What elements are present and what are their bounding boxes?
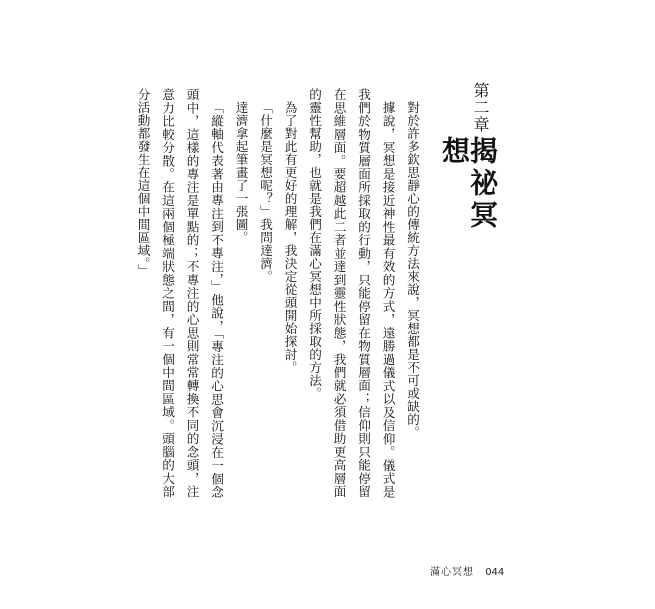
paragraph-6: 「縱軸代表著由專注到不專注，」他說，「專注的心思會沉浸在一個念頭中，這樣的專注是單點的；不專注的心思則常常轉換不同的念頭，注意力比較分散。在這兩個極端狀態之間，有一個中間區域。頭腦的大部分活動都發生在這個中間區域。」 [135, 88, 224, 498]
chapter-number: 第二章 [471, 82, 490, 133]
paragraph-3: 為了對此有更好的理解，我決定從頭開始探討。 [282, 100, 298, 374]
footer-page-number: 044 [485, 567, 505, 578]
chapter-heading [440, 82, 498, 232]
paragraph-2: 據說，冥想是接近神性最有效的方式，遠勝過儀式以及信仰。儀式是我們於物質層面所採取的行動，只能停留在物質層面；信仰則只能停留在思維層面。要超越此二者並達到靈性狀態，我們就必須借助更高層面的靈性幫助，也就是我們在滿心冥想中所採取的方法。 [307, 88, 396, 498]
paragraph-1: 對於許多欽思靜心的傳統方法來說，冥想都是不可或缺的。 [405, 100, 420, 439]
body-text [135, 88, 424, 498]
page-footer [430, 563, 504, 578]
paragraph-5: 達濟拿起筆畫了一張圖。 [233, 100, 249, 244]
chapter-title: 揭祕冥想 [438, 136, 499, 232]
footer-book-title: 滿心冥想 [430, 567, 474, 578]
paragraph-4: 「什麼是冥想呢？」我問達濟。 [258, 100, 273, 283]
